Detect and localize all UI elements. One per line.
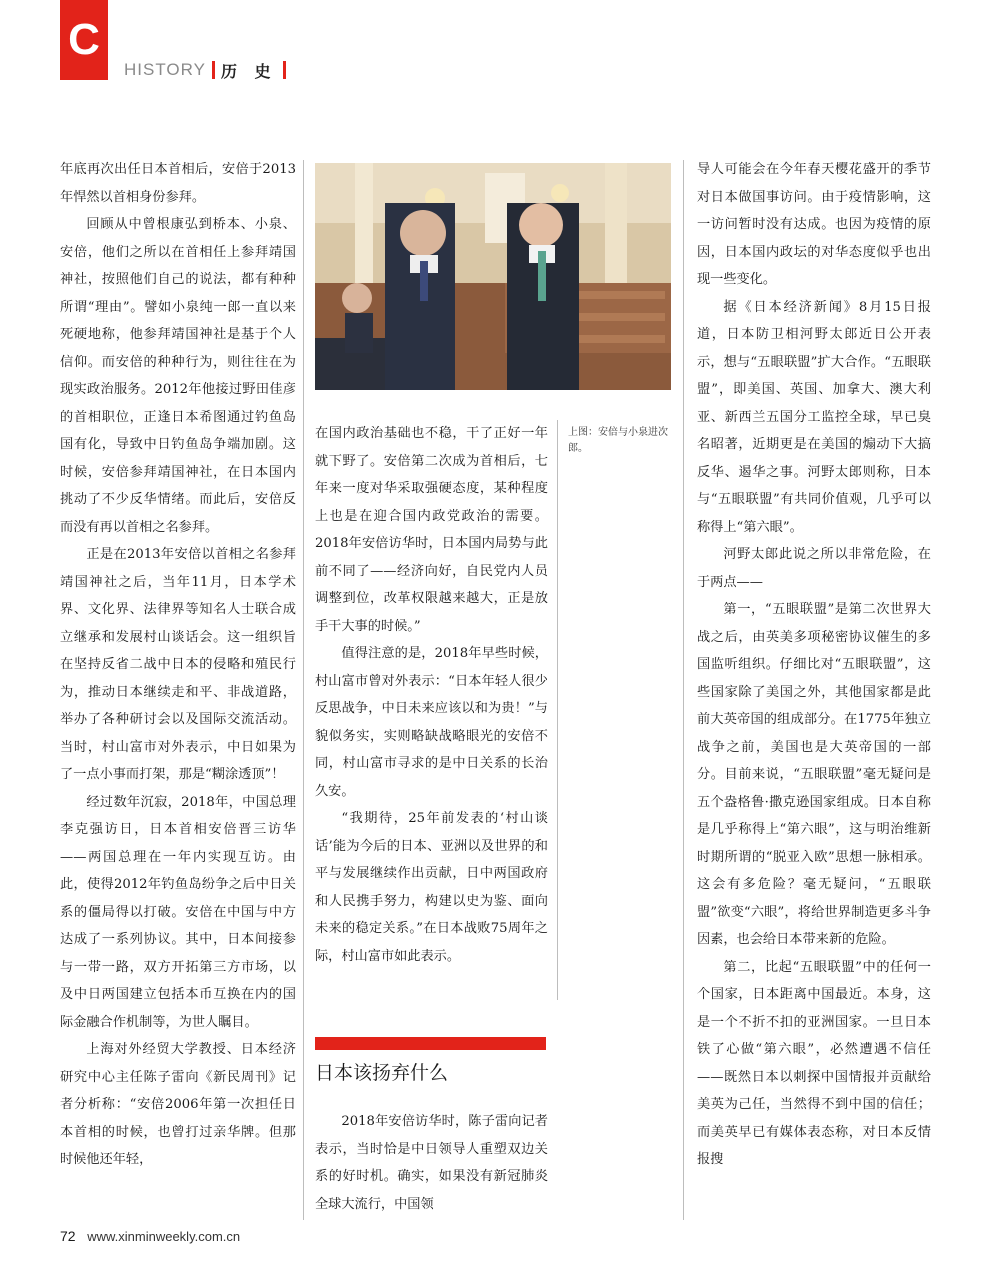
column-rule: [557, 420, 558, 1000]
article-column-middle-continued: [315, 1108, 548, 1218]
section-logo: [60, 0, 108, 80]
body-paragraph: 2018年安倍访华时，陈子雷向记者表示，当时恰是中日领导人重塑双边关系的好时机。确实，如果没有新冠肺炎全球大流行，中国领: [315, 1114, 548, 1212]
body-paragraph: 经过数年沉寂，2018年，中国总理李克强访日，日本首相安倍晋三访华——两国总理在一年内实现互访。由此，使得2012年钓鱼岛纷争之后中日关系的僵局得以打破。安倍在中国与中方达成了一系列协议。其中，日本间接参与一带一路，双方开拓第三方市场，以及中日两国建立包括本币互换在内的国际金融合作机制等，为世人瞩目。: [60, 794, 296, 1030]
body-paragraph: 河野太郎此说之所以非常危险，在于两点——: [697, 547, 931, 590]
section-logo-letter: C: [68, 15, 100, 64]
column-rule: [683, 160, 684, 1220]
body-paragraph: “我期待，25年前发表的‘村山谈话’能为今后的日本、亚洲以及世界的和平与发展继续作出贡献，日中两国政府和人民携手努力，构建以史为鉴、面向未来的稳定关系。”在日本战败75周年之际，村山富市如此表示。: [315, 811, 548, 964]
body-paragraph: 第一，“五眼联盟”是第二次世界大战之后，由英美多项秘密协议催生的多国监听组织。仔细比对“五眼联盟”，这些国家除了美国之外，其他国家都是此前大英帝国的组成部分。在1775年独立战争之前，美国也是大英帝国的一部分。目前来说，“五眼联盟”毫无疑问是五个盎格鲁·撒克逊国家组成。日本自称是几乎称得上“第六眼”，这与明治维新时期所谓的“脱亚入欧”思想一脉相承。这会有多危险？毫无疑问，“五眼联盟”欲变“六眼”，将给世界制造更多斗争因素，也会给日本带来新的危险。: [697, 602, 931, 947]
section-divider: [212, 61, 215, 79]
section-subhead: 日本该扬弃什么: [315, 1062, 449, 1084]
body-paragraph: 据《日本经济新闻》8月15日报道，日本防卫相河野太郎近日公开表示，想与“五眼联盟”扩大合作。“五眼联盟”，即美国、英国、加拿大、澳大利亚、新西兰五国分工监控全球，早已臭名昭著，近期更是在美国的煽动下大搞反华、遏华之事。河野太郎则称，日本与“五眼联盟”有共同价值观，几乎可以称得上“第六眼”。: [697, 299, 931, 535]
body-paragraph: 回顾从中曾根康弘到桥本、小泉、安倍，他们之所以在首相任上参拜靖国神社，按照他们自己的说法，都有种种所谓“理由”。譬如小泉纯一郎一直以来死硬地称，他参拜靖国神社是基于个人信仰。而安倍的种种行为，则往往在为现实政治服务。2012年他接过野田佳彦的首相职位，正逢日本希图通过钓鱼岛国有化，导致中日钓鱼岛争端加剧。这时候，安倍参拜靖国神社，在日本国内挑动了不少反华情绪。而此后，安倍反而没有再以首相之名参拜。: [60, 217, 296, 535]
body-paragraph: 上海对外经贸大学教授、日本经济研究中心主任陈子雷向《新民周刊》记者分析称：“安倍2006年第一次担任日本首相的时候，也曾打过亲华牌。但那时候他还年轻，: [60, 1042, 296, 1167]
body-paragraph: 在国内政治基础也不稳，干了正好一年就下野了。安倍第二次成为首相后，七年来一度对华采取强硬态度，某种程度上也是在迎合国内政党政治的需要。2018年安倍访华时，日本国内局势与此前不同了——经济向好，自民党内人员调整到位，改革权限越来越大，正是放手干大事的时候。”: [315, 426, 548, 634]
body-paragraph: 正是在2013年安倍以首相之名参拜靖国神社之后，当年11月，日本学术界、文化界、法律界等知名人士联合成立继承和发展村山谈话会。这一组织旨在坚持反省二战中日本的侵略和殖民行为，推动日本继续走和平、非战道路，举办了各种研讨会以及国际交流活动。当时，村山富市对外表示，中日如果为了一点小事而打架，那是“糊涂透顶”！: [60, 547, 296, 782]
section-divider: [283, 61, 286, 79]
footer-url[interactable]: www.xinminweekly.com.cn: [87, 1229, 241, 1244]
article-column-left: [60, 156, 296, 1174]
section-label-cn: 历 史: [220, 61, 277, 81]
page-number: 72: [60, 1228, 76, 1244]
page-footer: [60, 1228, 240, 1244]
section-label: [124, 58, 292, 82]
article-photo: [315, 163, 671, 390]
photo-caption: 上图：安倍与小泉进次郎。: [568, 427, 668, 454]
body-paragraph: 年底再次出任日本首相后，安倍于2013年悍然以首相身份参拜。: [60, 162, 296, 205]
body-paragraph: 导人可能会在今年春天樱花盛开的季节对日本做国事访问。由于疫情影响，这一访问暂时没有达成。也因为疫情的原因，日本国内政坛的对华态度似乎也出现一些变化。: [697, 162, 931, 287]
subhead-bar: [315, 1037, 546, 1050]
body-paragraph: 值得注意的是，2018年早些时候，村山富市曾对外表示：“日本年轻人很少反思战争，中日未来应该以和为贵！”与貌似务实，实则略缺战略眼光的安倍不同，村山富市寻求的是中日关系的长治久安。: [315, 646, 548, 799]
body-paragraph: 第二，比起“五眼联盟”中的任何一个国家，日本距离中国最近。本身，这是一个不折不扣的亚洲国家。一旦日本铁了心做“第六眼”，必然遭遇不信任——既然日本以刺探中国情报并贡献给美英为己任，当然得不到中国的信任；而美英早已有媒体表态称，对日本反情报搜: [697, 959, 931, 1167]
column-rule: [303, 160, 304, 1220]
article-column-right: [697, 156, 931, 1174]
section-label-en: HISTORY: [124, 60, 206, 79]
article-column-middle: [315, 420, 548, 970]
